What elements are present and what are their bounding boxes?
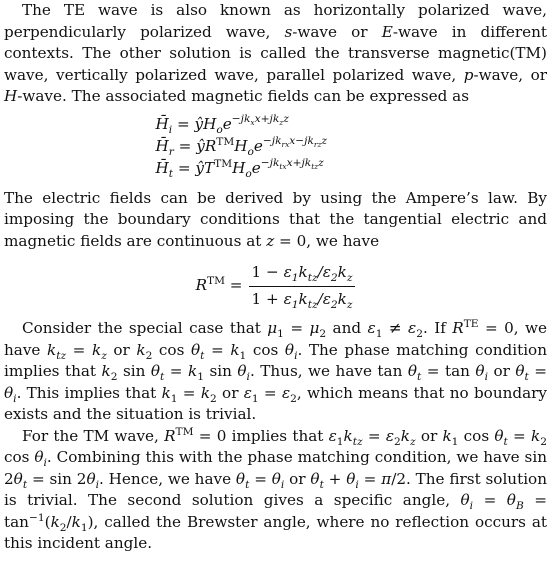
- fraction: $\frac{1 - \varepsilon_1k_{tz}/\varepsilon_2k_z}{1 + \varepsilon_1k_{tz}/\varepsilon_2k_z}$: [249, 262, 356, 310]
- paragraph-tm-wave: For the TM wave, R™ = 0 implies that $\varepsilon_1k_{tz} = \varepsilon_2k_z$ or $k_1$ $\cos \theta_t = k_2$ $\cos \theta_i$. Combining this with the phase matching condition, we have $\sin 2\theta_t = \sin 2\theta_i$. Hence, we have $\theta_t = \theta_i$ or $\theta_t + \theta_i = \pi/2$. The first solution is trivial. The second solution gives a specific angle, $\theta_i = \theta_B = \tan^{-1}(k_2/k_1)$, called the Brewster angle, where no reflection occurs at this incident angle.: [4, 424, 547, 552]
- paragraph-special-case: Consider the special case that $\mu_1 = \mu_2$ and $\varepsilon_1 \ne \varepsilon_2$. If $R^{TE} = 0$, we have $k_{tz} = k_z$ or $k_2$ $\cos \theta_t = k_1$ $\cos \theta_i$. The phase matching condition implies that $k_2$ $\sin \theta_t = k_1$ $\sin \theta_i$. Thus, we have $\tan \theta_t = \tan \theta_i$ or $\theta_t = \theta_i$. This implies that $k_1 = k_2$ or $\varepsilon_1 = \varepsilon_2$, which means that no boundary exists and the situation is trivial.: [4, 316, 547, 423]
- equation-reflection-coefficient-tm: R™ = $\frac{1 - \varepsilon_1k_{tz}/\varepsilon_2k_z}{1 + \varepsilon_1k_{tz}/\varepsilon_2k_z}$: [4, 262, 547, 310]
- paragraph-electric-fields: The electric fields can be derived by using the Ampere’s law. By imposing the boundary conditions that the tangential electric and magnetic fields are continuous at z = 0, we have: [4, 188, 547, 250]
- fraction-bar: [249, 286, 356, 287]
- paragraph-te-wave: The TE wave is also known as horizontally polarized wave, perpendicularly polarized wave, s-wave or E-wave in different contexts. The other solution is called the transverse magnetic(TM) wave, vertically polarized wave, parallel polarized wave, p-wave, or H-wave. The associated magnetic fields can be expressed as: [4, 1, 547, 105]
- equation-h-incident: $H̄_i$ = $ŷH_oe^{-jk_xx+jk_zz}$: [155, 112, 289, 136]
- magnetic-field-equations: [4, 114, 547, 180]
- equation-h-transmitted: $H̄_t$ = $ŷT™H_oe^{-jk_{tx}x+jk_{tz}z}$: [155, 156, 324, 180]
- equation-h-reflected: $H̄_r$ = $ŷR™H_oe^{-jk_{rx}x-jk_{rz}z}$: [155, 134, 327, 158]
